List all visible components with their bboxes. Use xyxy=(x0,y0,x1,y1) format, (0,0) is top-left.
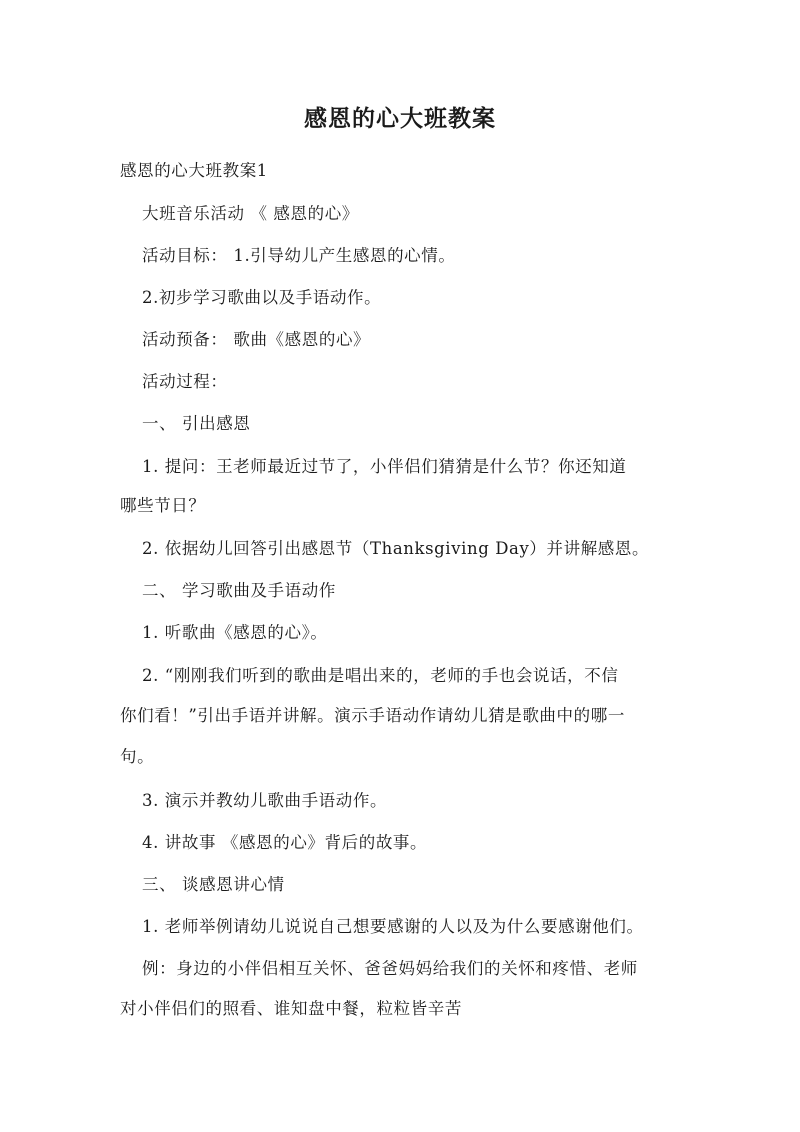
paragraph-line: 例：身边的小伴侣相互关怀、爸爸妈妈给我们的关怀和疼惜、老师 xyxy=(142,959,638,978)
paragraph-line: 2. 依据幼儿回答引出感恩节（Thanksgiving Day）并讲解感恩。 xyxy=(142,539,650,558)
paragraph-line: 1. 提问：王老师最近过节了，小伴侣们猜猜是什么节？你还知道 xyxy=(142,457,627,476)
section-heading: 感恩的心大班教案1 xyxy=(120,161,268,180)
paragraph-line: 一、 引出感恩 xyxy=(142,414,251,433)
paragraph-line: 2.初步学习歌曲以及手语动作。 xyxy=(142,288,382,307)
paragraph-line: 1. 听歌曲《感恩的心》。 xyxy=(142,623,328,642)
paragraph-line: 对小伴侣们的照看、谁知盘中餐，粒粒皆辛苦 xyxy=(120,999,462,1018)
paragraph-line: 句。 xyxy=(120,747,155,766)
paragraph-line: 1. 老师举例请幼儿说说自己想要感谢的人以及为什么要感谢他们。 xyxy=(142,917,644,936)
paragraph-line: 大班音乐活动 《 感恩的心》 xyxy=(142,204,359,223)
document-title: 感恩的心大班教案 xyxy=(304,105,496,132)
paragraph-line: 4. 讲故事 《感恩的心》背后的故事。 xyxy=(142,833,428,852)
paragraph-line: 2. “刚刚我们听到的歌曲是唱出来的，老师的手也会说话，不信 xyxy=(142,666,619,685)
paragraph-line: 三、 谈感恩讲心情 xyxy=(142,875,285,894)
paragraph-line: 你们看！”引出手语并讲解。演示手语动作请幼儿猜是歌曲中的哪一 xyxy=(120,706,625,725)
paragraph-line: 活动目标： 1.引导幼儿产生感恩的心情。 xyxy=(142,246,456,265)
paragraph-line: 二、 学习歌曲及手语动作 xyxy=(142,581,336,600)
paragraph-line: 活动预备： 歌曲《感恩的心》 xyxy=(142,330,371,349)
paragraph-line: 3. 演示并教幼儿歌曲手语动作。 xyxy=(142,791,388,810)
paragraph-line: 哪些节日？ xyxy=(120,496,206,515)
paragraph-line: 活动过程： xyxy=(142,372,228,391)
